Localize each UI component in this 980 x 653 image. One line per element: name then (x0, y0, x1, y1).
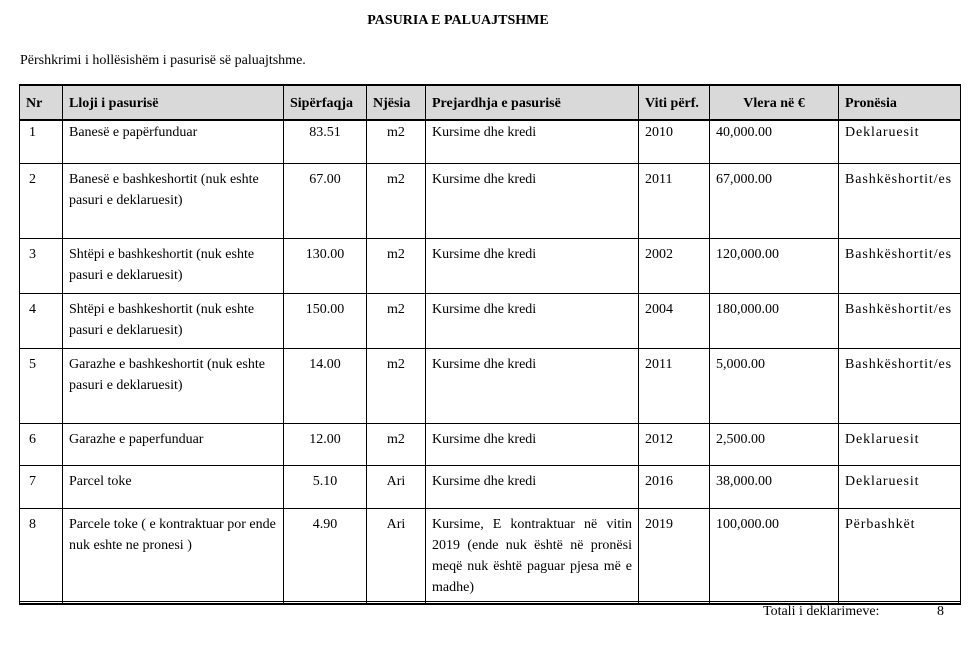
cell-type: Shtëpi e bashkeshortit (nuk eshte pasuri e deklaruesit) (63, 293, 284, 348)
header-value: Vlera në € (710, 85, 839, 120)
table-row (20, 293, 961, 348)
cell-unit: Ari (367, 508, 426, 604)
cell-year: 2002 (639, 238, 710, 293)
table-row (20, 508, 961, 604)
header-ownership: Pronësia (839, 85, 961, 120)
cell-unit: Ari (367, 465, 426, 508)
cell-area: 130.00 (284, 238, 367, 293)
cell-year: 2019 (639, 508, 710, 604)
header-unit: Njësia (367, 85, 426, 120)
cell-unit: m2 (367, 163, 426, 238)
cell-value: 120,000.00 (710, 238, 839, 293)
cell-type: Parcel toke (63, 465, 284, 508)
cell-area: 14.00 (284, 348, 367, 423)
cell-type: Garazhe e paperfunduar (63, 423, 284, 465)
cell-ownership: Bashkëshortit/es (839, 293, 961, 348)
cell-unit: m2 (367, 348, 426, 423)
table-row (20, 348, 961, 423)
cell-year: 2010 (639, 120, 710, 163)
cell-nr: 4 (20, 293, 63, 348)
cell-origin: Kursime dhe kredi (426, 348, 639, 423)
table-row (20, 465, 961, 508)
cell-area: 67.00 (284, 163, 367, 238)
cell-origin: Kursime dhe kredi (426, 163, 639, 238)
cell-year: 2004 (639, 293, 710, 348)
cell-type: Banesë e papërfunduar (63, 120, 284, 163)
cell-unit: m2 (367, 423, 426, 465)
header-year: Viti përf. (639, 85, 710, 120)
cell-ownership: Deklaruesit (839, 120, 961, 163)
table-header-row (20, 85, 961, 120)
cell-origin: Kursime dhe kredi (426, 238, 639, 293)
cell-origin: Kursime, E kontraktuar në vitin 2019 (ende nuk është në pronësi meqë nuk është paguar pjesa më e madhe) (426, 508, 639, 604)
header-nr: Nr (20, 85, 63, 120)
table-bottom-rule (19, 601, 960, 602)
cell-value: 180,000.00 (710, 293, 839, 348)
cell-nr: 8 (20, 508, 63, 604)
table-description: Përshkrimi i hollësishëm i pasurisë së paluajtshme. (20, 53, 306, 68)
cell-origin: Kursime dhe kredi (426, 293, 639, 348)
total-value: 8 (937, 604, 944, 619)
cell-origin: Kursime dhe kredi (426, 465, 639, 508)
total-label: Totali i deklarimeve: (763, 604, 880, 619)
cell-ownership: Bashkëshortit/es (839, 238, 961, 293)
cell-ownership: Deklaruesit (839, 465, 961, 508)
cell-ownership: Përbashkët (839, 508, 961, 604)
cell-value: 5,000.00 (710, 348, 839, 423)
cell-nr: 3 (20, 238, 63, 293)
header-type: Lloji i pasurisë (63, 85, 284, 120)
cell-area: 12.00 (284, 423, 367, 465)
cell-nr: 6 (20, 423, 63, 465)
table-row (20, 423, 961, 465)
page-title: PASURIA E PALUAJTSHME (367, 13, 549, 28)
cell-value: 67,000.00 (710, 163, 839, 238)
cell-year: 2011 (639, 348, 710, 423)
cell-area: 150.00 (284, 293, 367, 348)
cell-unit: m2 (367, 293, 426, 348)
cell-area: 5.10 (284, 465, 367, 508)
cell-unit: m2 (367, 238, 426, 293)
table-row (20, 238, 961, 293)
cell-value: 2,500.00 (710, 423, 839, 465)
cell-area: 4.90 (284, 508, 367, 604)
cell-ownership: Bashkëshortit/es (839, 163, 961, 238)
cell-nr: 5 (20, 348, 63, 423)
cell-area: 83.51 (284, 120, 367, 163)
cell-origin: Kursime dhe kredi (426, 423, 639, 465)
cell-value: 38,000.00 (710, 465, 839, 508)
cell-nr: 2 (20, 163, 63, 238)
cell-year: 2011 (639, 163, 710, 238)
header-area: Sipërfaqja (284, 85, 367, 120)
cell-year: 2016 (639, 465, 710, 508)
table-row (20, 120, 961, 163)
cell-nr: 1 (20, 120, 63, 163)
cell-nr: 7 (20, 465, 63, 508)
cell-type: Banesë e bashkeshortit (nuk eshte pasuri e deklaruesit) (63, 163, 284, 238)
cell-type: Shtëpi e bashkeshortit (nuk eshte pasuri e deklaruesit) (63, 238, 284, 293)
cell-origin: Kursime dhe kredi (426, 120, 639, 163)
cell-type: Parcele toke ( e kontraktuar por ende nuk eshte ne pronesi ) (63, 508, 284, 604)
cell-year: 2012 (639, 423, 710, 465)
cell-ownership: Bashkëshortit/es (839, 348, 961, 423)
header-origin: Prejardhja e pasurisë (426, 85, 639, 120)
cell-ownership: Deklaruesit (839, 423, 961, 465)
cell-type: Garazhe e bashkeshortit (nuk eshte pasuri e deklaruesit) (63, 348, 284, 423)
table-row (20, 163, 961, 238)
cell-unit: m2 (367, 120, 426, 163)
cell-value: 40,000.00 (710, 120, 839, 163)
assets-table (19, 84, 961, 605)
cell-value: 100,000.00 (710, 508, 839, 604)
